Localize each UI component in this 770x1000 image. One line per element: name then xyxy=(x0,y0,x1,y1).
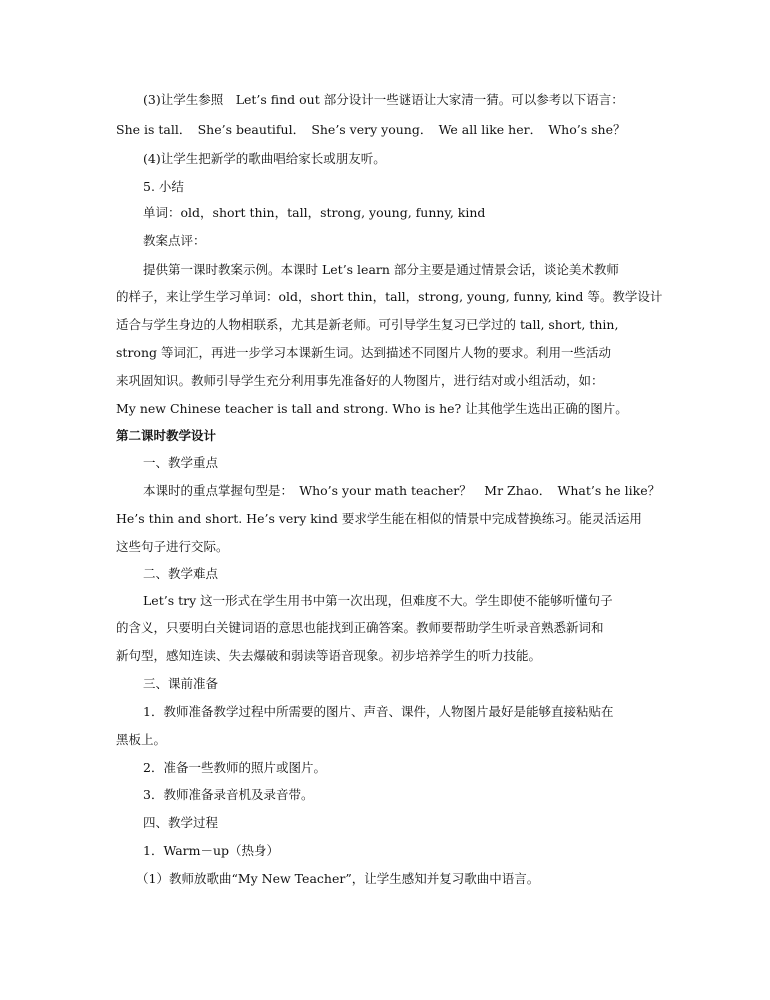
text-line: She is tall． She’s beautiful． She’s very young． We all like her． Who’s she？ xyxy=(116,122,626,137)
text-line: 1．Warm－up（热身） xyxy=(143,843,280,858)
text-line: strong 等词汇，再进一步学习本课新生词。达到描述不同图片人物的要求。利用一些活动 xyxy=(116,345,611,360)
text-line: 3．教师准备录音机及录音带。 xyxy=(143,787,314,802)
text-line: 适合与学生身边的人物相联系，尤其是新老师。可引导学生复习已学过的 tall, short, thin, xyxy=(116,317,619,332)
text-line: 提供第一课时教案示例。本课时 Let’s learn 部分主要是通过情景会话，谈论美术教师 xyxy=(143,262,619,277)
text-line: 三、课前准备 xyxy=(143,676,219,691)
text-line: 2．准备一些教师的照片或图片。 xyxy=(143,760,326,775)
text-line: 黑板上。 xyxy=(116,732,167,747)
text-line: 新句型，感知连读、失去爆破和弱读等语音现象。初步培养学生的听力技能。 xyxy=(116,648,542,663)
text-line: My new Chinese teacher is tall and strong. Who is he? 让其他学生选出正确的图片。 xyxy=(116,401,628,416)
text-line: 1．教师准备教学过程中所需要的图片、声音、课件，人物图片最好是能够直接粘贴在 xyxy=(143,704,614,719)
text-line: 教案点评： xyxy=(143,233,206,248)
text-line: 四、教学过程 xyxy=(143,815,219,830)
text-line: 二、教学难点 xyxy=(143,566,219,581)
section-heading: 第二课时教学设计 xyxy=(116,428,217,443)
text-line: 本课时的重点掌握句型是： Who’s your math teacher？ Mr Zhao． What’s he like？ xyxy=(143,483,661,498)
text-line: (3)让学生参照 Let’s find out 部分设计一些谜语让大家清一猜。可以参考以下语言： xyxy=(143,92,624,107)
text-line: 5. 小结 xyxy=(143,179,184,194)
text-line: （1）教师放歌曲“My New Teacher”，让学生感知并复习歌曲中语言。 xyxy=(136,871,540,886)
text-line: 来巩固知识。教师引导学生充分利用事先准备好的人物图片，进行结对或小组活动，如： xyxy=(116,373,604,388)
text-line: 这些句子进行交际。 xyxy=(116,539,229,554)
text-line: Let’s try 这一形式在学生用书中第一次出现，但难度不大。学生即使不能够听懂句子 xyxy=(143,593,613,608)
text-line: He’s thin and short. He’s very kind 要求学生能在相似的情景中完成替换练习。能灵活运用 xyxy=(116,511,642,526)
text-line: (4)让学生把新学的歌曲唱给家长或朋友听。 xyxy=(143,151,386,166)
text-line: 单词：old，short thin，tall，strong, young, funny, kind xyxy=(143,205,486,220)
text-line: 一、教学重点 xyxy=(143,455,219,470)
text-line: 的样子，来让学生学习单词：old，short thin，tall，strong, young, funny, kind 等。教学设计 xyxy=(116,289,663,304)
text-line: 的含义，只要明白关键词语的意思也能找到正确答案。教师要帮助学生听录音熟悉新词和 xyxy=(116,620,604,635)
